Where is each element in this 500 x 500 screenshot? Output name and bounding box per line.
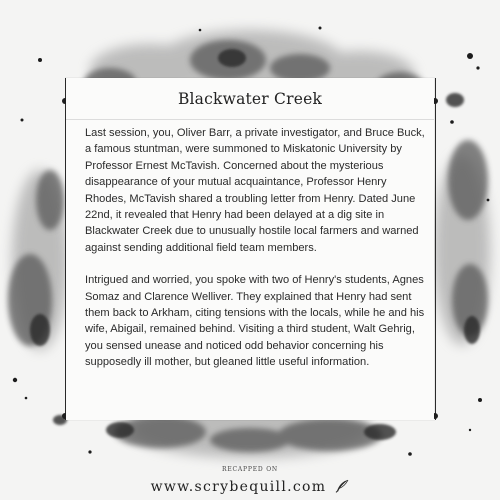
recap-paragraph-2: Intrigued and worried, you spoke with two of Henry's students, Agnes Somaz and Clarence Welliver. They explained that Henry had sent them back to Arkham, citing tensions with the locals, while he and his wife, Abigail, remained behind. Visiting a third student, Walt Gehrig, you sensed unease and noticed odd behavior concerning his supposedly ill mother, but gleaned little useful information. — [85, 274, 425, 369]
recapped-on-label: RECAPPED ON — [222, 466, 278, 473]
recap-paragraph-1: Last session, you, Oliver Barr, a private investigator, and Bruce Buck, a famous stuntman, were summoned to Miskatonic University by Professor Ernest McTavish. Concerned about the mysterious disappearance of your mutual acquaintance, Professor Henry Rhodes, McTavish shared a troubling letter from Henry. Dated June 22nd, it revealed that Henry had been delayed at a dig site in Blackwater Creek due to unusually hostile local farmers and warned against sending additional field team members. — [85, 127, 425, 254]
footer-url-link[interactable]: www.scrybequill.com — [150, 479, 327, 495]
footer-link-row[interactable] — [0, 476, 500, 495]
recap-card — [66, 78, 434, 420]
frame-line-right — [435, 78, 436, 420]
quill-icon — [335, 478, 349, 492]
recap-body — [85, 125, 425, 387]
page-title: Blackwater Creek — [177, 90, 323, 108]
title-divider — [66, 119, 434, 120]
